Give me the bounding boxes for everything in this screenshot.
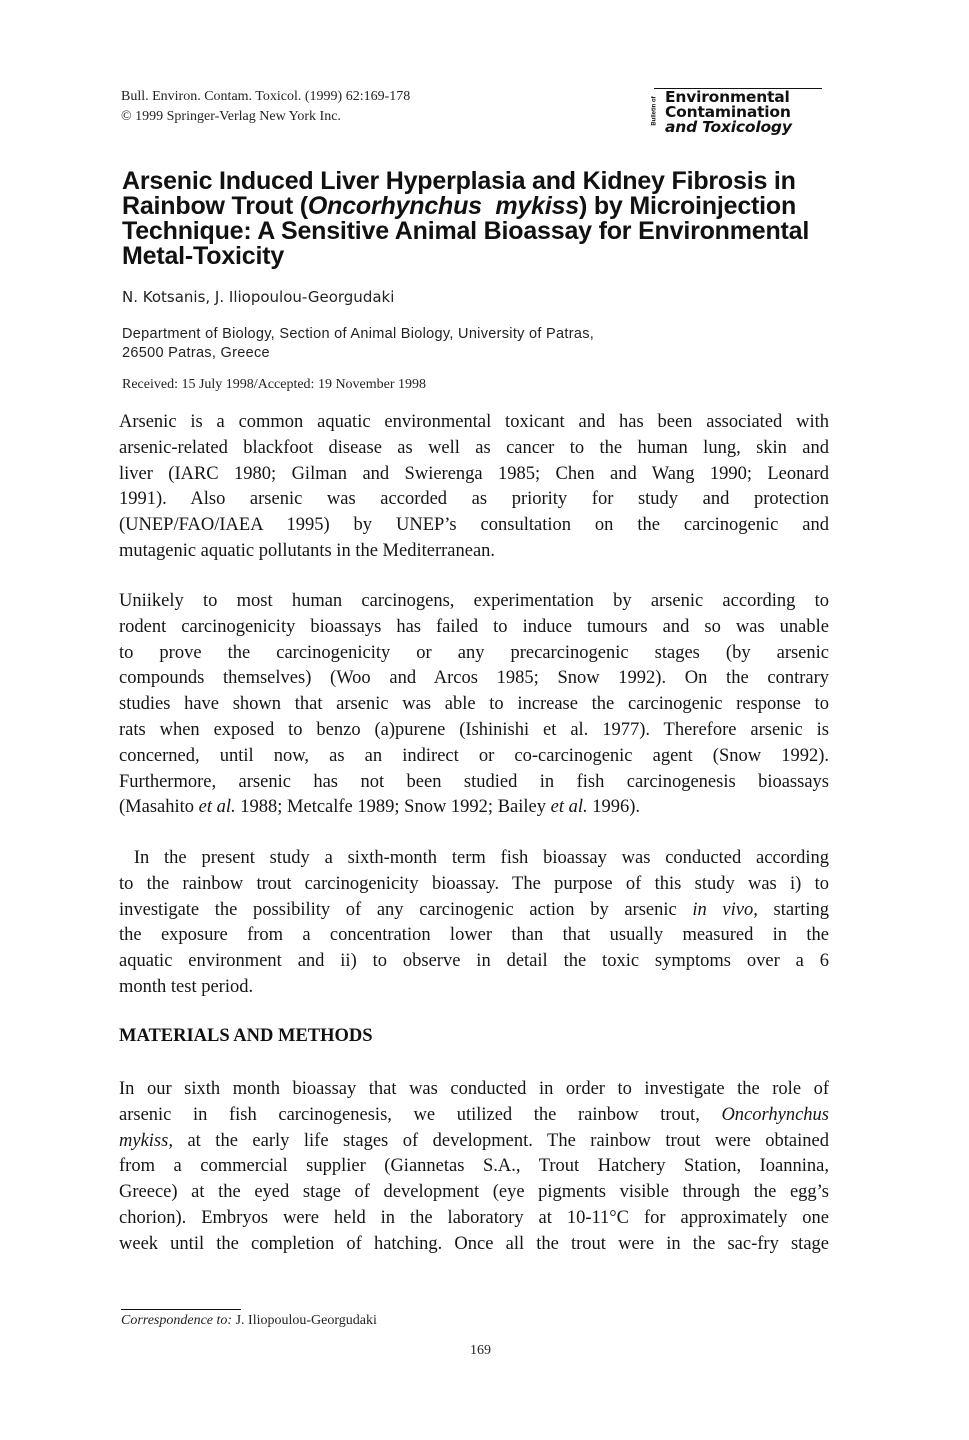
text-line: to prove the carcinogenicity or any precarcinogenic stages (by arsenic — [119, 642, 829, 663]
title-line-3: Technique: A Sensitive Animal Bioassay for Environmental — [122, 217, 810, 245]
text-line: Uniikely to most human carcinogens, experimentation by arsenic according to — [119, 591, 829, 611]
received-dates: Received: 15 July 1998/Accepted: 19 November 1998 — [122, 377, 427, 392]
text-line: Arsenic is a common aquatic environmental toxicant and has been associated with — [119, 412, 829, 432]
text-line: to the rainbow trout carcinogenicity bioassay. The purpose of this study was i) to — [119, 873, 829, 894]
footnote-rule — [121, 1309, 241, 1310]
text-line: mutagenic aquatic pollutants in the Mediterranean. — [119, 540, 496, 561]
correspondence-footnote — [121, 1313, 377, 1329]
paper-title — [122, 169, 834, 269]
text-line: In our sixth month bioassay that was conducted in order to investigate the role of — [119, 1079, 829, 1099]
body-paragraph-2 — [119, 589, 829, 821]
text-run: investigate the possibility of any carcinogenic action by arsenic — [119, 899, 693, 920]
text-line: (UNEP/FAO/IAEA 1995) by UNEP’s consultation on the carcinogenic and — [119, 515, 829, 536]
text-run: starting — [757, 899, 830, 920]
text-line: arsenic-related blackfoot disease as well as cancer to the human lung, skin and — [119, 437, 829, 458]
species-name: mykiss, — [119, 1130, 173, 1151]
title-line-4: Metal-Toxicity — [122, 242, 285, 270]
text-line: chorion). Embryos were held in the laboratory at 10-11°C for approximately one — [119, 1207, 829, 1228]
page-number: 169 — [470, 1343, 491, 1358]
text-line: month test period. — [119, 976, 254, 997]
logo-side-label — [651, 92, 664, 136]
species-name: Oncorhynchus mykiss — [307, 192, 579, 220]
affiliation — [122, 325, 594, 363]
text-line: aquatic environment and ii) to observe in detail the toxic symptoms over a 6 — [119, 951, 829, 972]
text-line: rats when exposed to benzo (a)purene (Ishinishi et al. 1977). Therefore arsenic is — [119, 719, 829, 740]
title-text: Rainbow Trout ( — [122, 192, 308, 220]
text-line: 1991). Also arsenic was accorded as priority for study and protection — [119, 489, 829, 510]
affiliation-line-2: 26500 Patras, Greece — [122, 345, 270, 361]
logo-line-3: and Toxicology — [665, 118, 792, 136]
footnote-name: J. Iliopoulou-Georgudaki — [232, 1313, 377, 1328]
text-line — [119, 1103, 829, 1129]
text-line: the exposure from a concentration lower than that usually measured in the — [119, 925, 829, 946]
text-run: at the early life stages of development. The rainbow trout were obtained — [172, 1130, 829, 1151]
citation-block — [121, 87, 410, 127]
text-line: Greece) at the eyed stage of development (eye pigments visible through the egg’s — [119, 1182, 829, 1203]
logo-line-1: Environmental — [665, 88, 790, 106]
text-line — [119, 898, 829, 924]
journal-logo — [651, 88, 822, 138]
text-line: studies have shown that arsenic was able to increase the carcinogenic response to — [119, 694, 829, 715]
text-line — [119, 1129, 829, 1155]
text-line: compounds themselves) (Woo and Arcos 1985; Snow 1992). On the contrary — [119, 668, 829, 689]
text-run: 1988; Metcalfe 1989; Snow 1992; Bailey — [235, 797, 551, 818]
author-list: N. Kotsanis, J. Iliopoulou-Georgudaki — [122, 288, 395, 306]
title-text: ) by Microinjection — [578, 192, 797, 220]
text-line: rodent carcinogenicity bioassays has failed to induce tumours and so was unable — [119, 616, 829, 637]
body-paragraph-1 — [119, 410, 829, 565]
logo-line-2: Contamination — [665, 103, 791, 121]
citation-line: Bull. Environ. Contam. Toxicol. (1999) 62:169-178 — [121, 89, 411, 104]
text-run: arsenic in fish carcinogenesis, we utilized the rainbow trout, — [119, 1104, 722, 1125]
text-run: (Masahito — [119, 797, 199, 818]
text-line: concerned, until now, as an indirect or co-carcinogenic agent (Snow 1992). — [119, 745, 829, 766]
text-line: liver (IARC 1980; Gilman and Swierenga 1985; Chen and Wang 1990; Leonard — [119, 463, 829, 484]
text-line: week until the completion of hatching. Once all the trout were in the sac-fry stage — [119, 1233, 829, 1254]
title-line-1: Arsenic Induced Liver Hyperplasia and Kidney Fibrosis in — [122, 167, 796, 195]
section-heading: MATERIALS AND METHODS — [119, 1026, 373, 1046]
text-run-italic: et al. — [198, 797, 236, 818]
text-line: In the present study a sixth-month term fish bioassay was conducted according — [119, 848, 829, 868]
body-paragraph-4 — [119, 1077, 829, 1258]
footnote-label: Correspondence to: — [121, 1313, 233, 1328]
text-run-italic: et al. — [550, 797, 588, 818]
logo-wordmark — [665, 90, 792, 135]
title-line-2 — [122, 194, 834, 219]
body-paragraph-3 — [119, 846, 829, 1001]
text-run-italic: in vivo, — [692, 899, 758, 920]
text-line: Furthermore, arsenic has not been studied in fish carcinogenesis bioassays — [119, 771, 829, 792]
text-run: 1996). — [587, 797, 641, 818]
text-line — [119, 795, 829, 821]
affiliation-line-1: Department of Biology, Section of Animal Biology, University of Patras, — [122, 326, 595, 342]
text-line: from a commercial supplier (Giannetas S.A., Trout Hatchery Station, Ioannina, — [119, 1156, 829, 1177]
copyright-line: © 1999 Springer-Verlag New York Inc. — [121, 109, 341, 124]
species-name: Oncorhynchus — [721, 1104, 829, 1125]
logo-side-text: Bulletin of — [651, 96, 658, 126]
